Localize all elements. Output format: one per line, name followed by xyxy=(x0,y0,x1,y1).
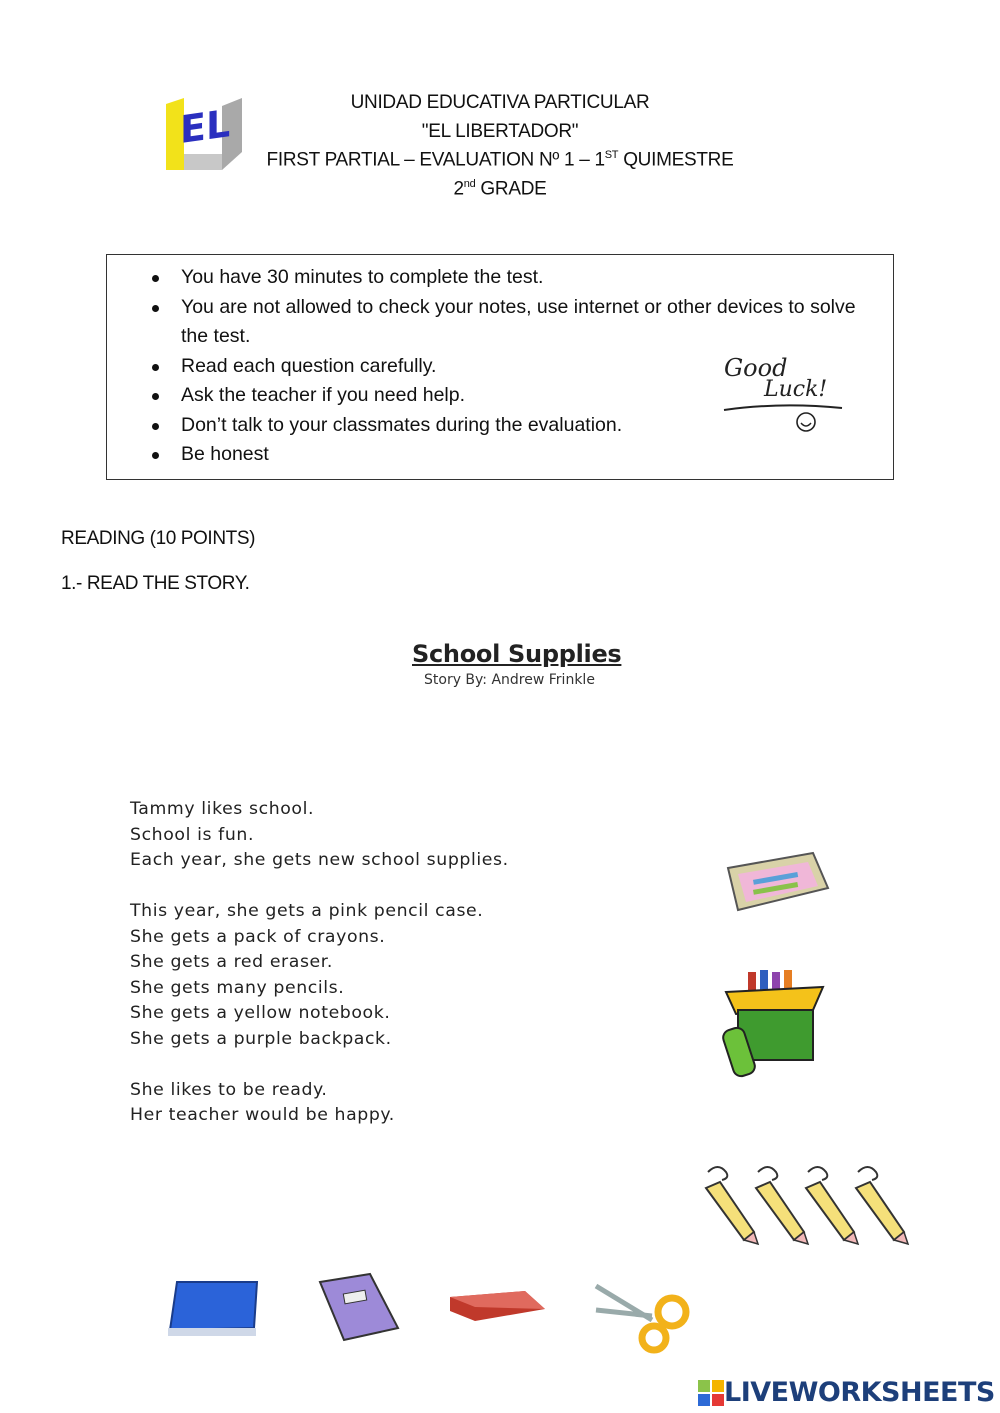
grade-text: GRADE xyxy=(475,178,547,200)
story-line: She gets a purple backpack. xyxy=(130,1028,392,1049)
svg-text:Luck!: Luck! xyxy=(764,377,828,402)
evaluation-title xyxy=(240,149,760,171)
rule-item: You are not allowed to check your notes, use internet or other devices to solve the test. xyxy=(149,293,869,352)
good-luck-smiley-icon xyxy=(720,348,845,436)
rule-item: Don’t talk to your classmates during the evaluation. xyxy=(149,411,869,441)
story-byline: Story By: Andrew Frinkle xyxy=(424,672,595,688)
rule-item: Read each question carefully. xyxy=(149,352,869,382)
section-title: READING (10 POINTS) xyxy=(61,528,256,549)
grade-sup: nd xyxy=(463,178,476,190)
rule-item: Ask the teacher if you need help. xyxy=(149,381,869,411)
notebook-icon xyxy=(310,1272,402,1344)
liveworksheets-brand: LIVEWORKSHEETS xyxy=(724,1377,995,1408)
pencils-icon xyxy=(698,1160,920,1248)
story-line: She gets many pencils. xyxy=(130,977,345,998)
binder-icon xyxy=(162,1278,262,1340)
rule-item: Be honest xyxy=(149,440,869,470)
liveworksheets-logo xyxy=(698,1377,995,1408)
svg-text:Good: Good xyxy=(724,354,788,382)
story-title: School Supplies xyxy=(412,640,622,668)
crayons-box-icon xyxy=(718,962,830,1080)
story-line: She gets a pack of crayons. xyxy=(130,926,386,947)
rule-item: You have 30 minutes to complete the test. xyxy=(149,263,869,293)
story-line: This year, she gets a pink pencil case. xyxy=(130,901,484,921)
story-line: Each year, she gets new school supplies. xyxy=(130,850,509,870)
school-logo xyxy=(160,96,246,172)
grade xyxy=(240,178,760,200)
school-name-quoted: "EL LIBERTADOR" xyxy=(421,121,579,142)
grade-num: 2 xyxy=(453,178,464,200)
eval-sup: ST xyxy=(604,149,619,161)
story-text xyxy=(130,797,509,1129)
story-line: Her teacher would be happy. xyxy=(130,1105,395,1125)
story-line: School is fun. xyxy=(130,824,255,845)
story-line: She gets a red eraser. xyxy=(130,952,333,972)
pencil-case-icon xyxy=(718,848,833,918)
eval-text-post: QUIMESTRE xyxy=(618,149,734,171)
story-line: She likes to be ready. xyxy=(130,1079,328,1100)
school-name: UNIDAD EDUCATIVA PARTICULAR xyxy=(350,92,650,113)
eval-text: FIRST PARTIAL – EVALUATION Nº 1 – 1 xyxy=(266,149,605,171)
story-line: Tammy likes school. xyxy=(130,799,315,819)
instruction: 1.- READ THE STORY. xyxy=(61,573,250,594)
story-line: She gets a yellow notebook. xyxy=(130,1003,391,1023)
svg-text:EL: EL xyxy=(180,102,231,154)
scissors-icon xyxy=(592,1280,694,1355)
eraser-icon xyxy=(445,1285,550,1325)
liveworksheets-blocks-icon xyxy=(698,1380,724,1406)
